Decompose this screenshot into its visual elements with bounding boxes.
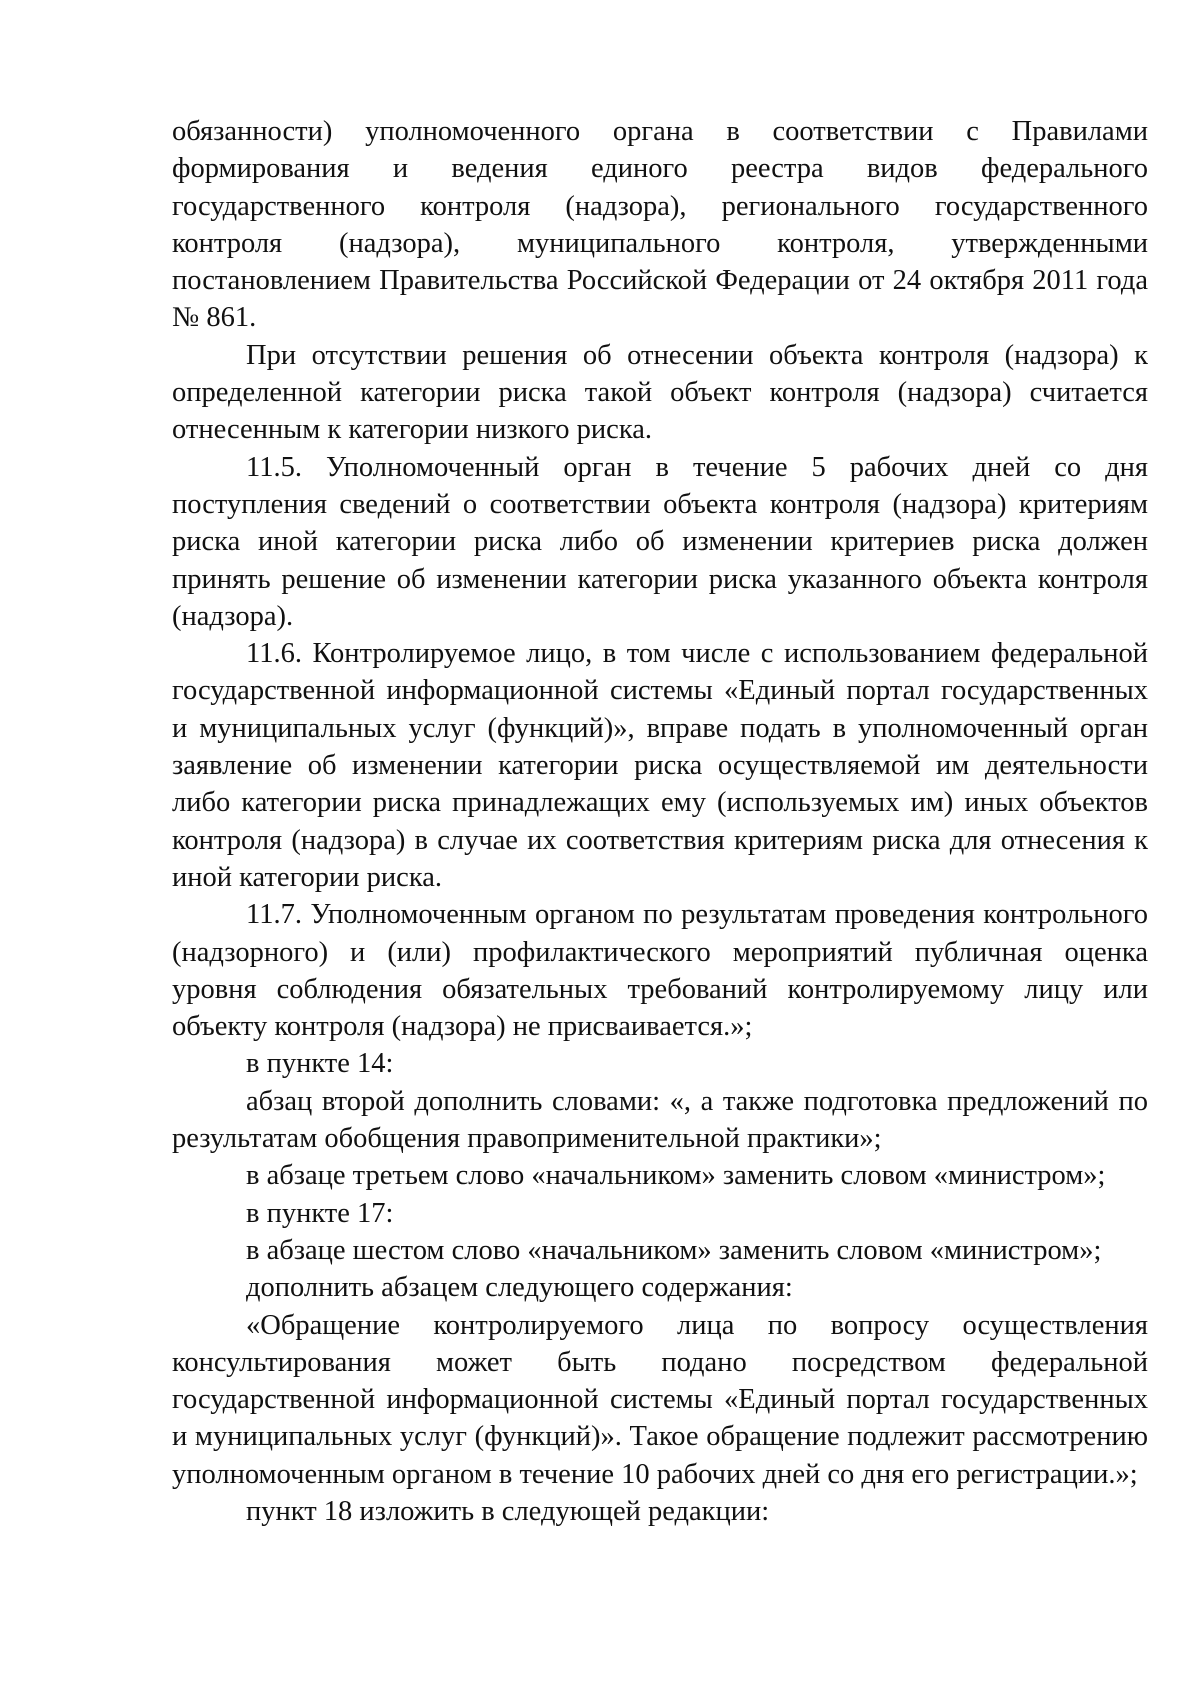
- paragraph-11-7: 11.7. Уполномоченным органом по результатам проведения контрольного (надзорного) и (или) профилактического мероприятий публичная оценка уровня соблюдения обязательных требований контролируемому лицу или объекту контроля (надзора) не присваивается.»;: [172, 899, 1148, 1043]
- paragraph-no-risk-decision: При отсутствии решения об отнесении объекта контроля (надзора) к определенной категории риска такой объект контроля (надзора) считается отнесенным к категории низкого риска.: [172, 339, 1148, 446]
- paragraph-point-17: в пункте 17:: [246, 1197, 394, 1229]
- paragraph-11-6: 11.6. Контролируемое лицо, в том числе с использованием федеральной государственной информационной системы «Единый портал государственных и муниципальных услуг (функций)», вправе подать в уполномоченный орган заявление об изменении категории риска осуществляемой им деятельности либо категории риска принадлежащих ему (используемых им) иных объектов контроля (надзора) в случае их соответствия критериям риска для отнесения к иной категории риска.: [172, 638, 1148, 893]
- document-text-body: [172, 113, 1148, 1530]
- paragraph-point-18: пункт 18 изложить в следующей редакции:: [246, 1495, 770, 1527]
- paragraph-third-abzac: в абзаце третьем слово «начальником» заменить словом «министром»;: [246, 1160, 1106, 1192]
- paragraph-obligations-continuation: обязанности) уполномоченного органа в соответствии с Правилами формирования и ведения единого реестра видов федерального государственного контроля (надзора), регионального государственного контроля (надзора), муниципального контроля, утвержденными постановлением Правительства Российской Федерации от 24 октября 2011 года № 861.: [172, 116, 1148, 334]
- paragraph-sixth-abzac: в абзаце шестом слово «начальником» заменить словом «министром»;: [246, 1234, 1102, 1266]
- paragraph-consultation-request: «Обращение контролируемого лица по вопросу осуществления консультирования может быть подано посредством федеральной государственной информационной системы «Единый портал государственных и муниципальных услуг (функций)». Такое обращение подлежит рассмотрению уполномоченным органом в течение 10 рабочих дней со дня его регистрации.»;: [172, 1309, 1148, 1490]
- paragraph-second-abzac: абзац второй дополнить словами: «, а также подготовка предложений по результатам обобщения правоприменительной практики»;: [172, 1085, 1148, 1155]
- paragraph-point-14: в пункте 14:: [246, 1048, 394, 1080]
- paragraph-add-abzac: дополнить абзацем следующего содержания:: [246, 1272, 793, 1304]
- paragraph-11-5: 11.5. Уполномоченный орган в течение 5 рабочих дней со дня поступления сведений о соответствии объекта контроля (надзора) критериям риска иной категории риска либо об изменении критериев риска должен принять решение об изменении категории риска указанного объекта контроля (надзора).: [172, 451, 1148, 632]
